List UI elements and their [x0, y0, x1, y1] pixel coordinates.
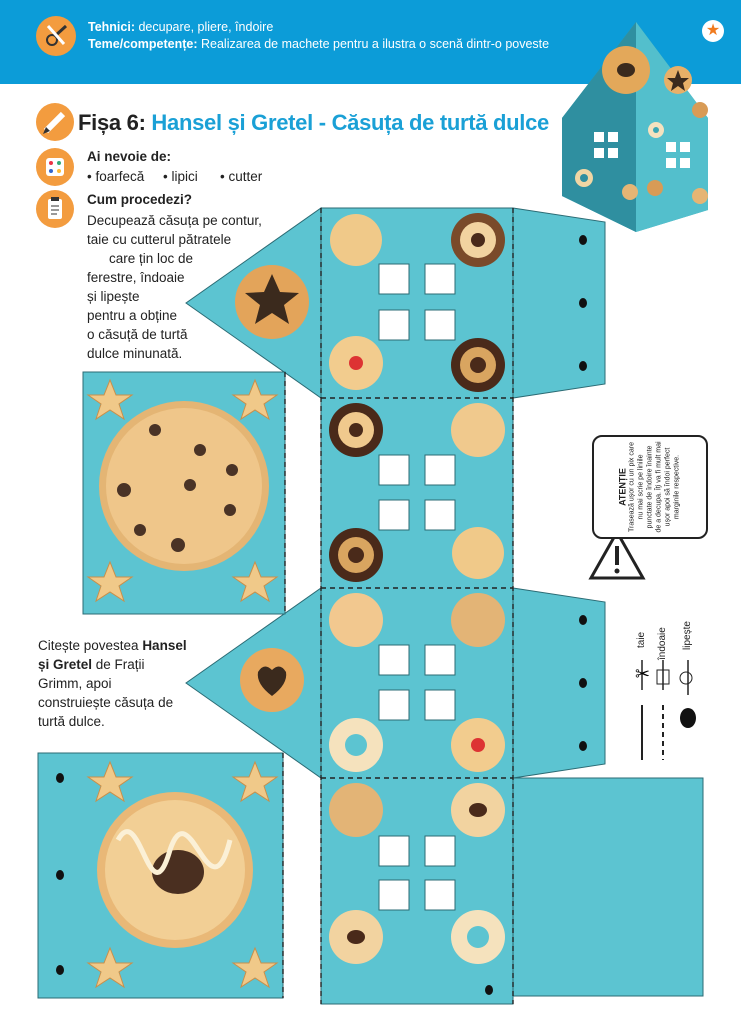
title-prefix: Fișa 6:: [78, 110, 152, 135]
procedure-line: o căsuță de turtă: [87, 327, 188, 342]
material-cutter: • cutter: [220, 169, 263, 184]
teme-value: Realizarea de machete pentru a ilustra o scenă dintr-o poveste: [197, 37, 550, 51]
material-scissors: • foarfecă: [87, 169, 145, 184]
procedure-line: pentru a obține: [87, 308, 178, 323]
warning-title: ATENȚIE: [617, 468, 628, 506]
title-main: Hansel și Gretel - Căsuța de turtă dulce: [151, 110, 549, 135]
procedure-line: ferestre, îndoaie: [87, 270, 185, 285]
reading-bold-title2: și Gretel: [38, 657, 93, 672]
procedure-line: dulce minunată.: [87, 346, 183, 361]
teme-label: Teme/competențe:: [88, 37, 198, 51]
reading-line3: Grimm, apoi: [38, 676, 112, 691]
procedure-line: taie cu cutterul pătratele: [87, 232, 232, 247]
tehnici-label: Tehnici:: [88, 20, 135, 34]
tehnici-value: decupare, pliere, îndoire: [135, 20, 274, 34]
star-icon: ★: [702, 20, 724, 42]
warning-box: [592, 435, 708, 539]
reading-line1: Citește povestea: [38, 638, 143, 653]
procedure-line: și lipește: [87, 289, 140, 304]
procedure-heading: Cum procedezi?: [87, 192, 193, 207]
reading-line4: construiește căsuța de: [38, 695, 174, 710]
reading-bold-title: Hansel: [142, 638, 187, 653]
reading-instruction: [38, 636, 208, 731]
legend-glue: lipește: [682, 621, 693, 650]
legend-fold: îndoaie: [657, 627, 668, 660]
material-glue: • lipici: [163, 169, 198, 184]
warning-text: Trasează ușor cu un pix care nu mai scrie pe liniile punctate de îndoire înainte de a decupa. Îți va fi mult mai ușor apoi să îndoi perfect marginile respective.: [628, 441, 681, 533]
legend-cut: taie: [636, 631, 647, 648]
warning-content: [619, 441, 682, 533]
svg-text:✂: ✂: [635, 664, 651, 685]
procedure-line: Decupează căsuța pe contur,: [87, 213, 262, 228]
reading-line5: turtă dulce.: [38, 714, 105, 729]
reading-line2: de Frații: [92, 657, 145, 672]
procedure-line: care țin loc de: [109, 251, 194, 266]
materials-heading: Ai nevoie de:: [87, 149, 172, 164]
